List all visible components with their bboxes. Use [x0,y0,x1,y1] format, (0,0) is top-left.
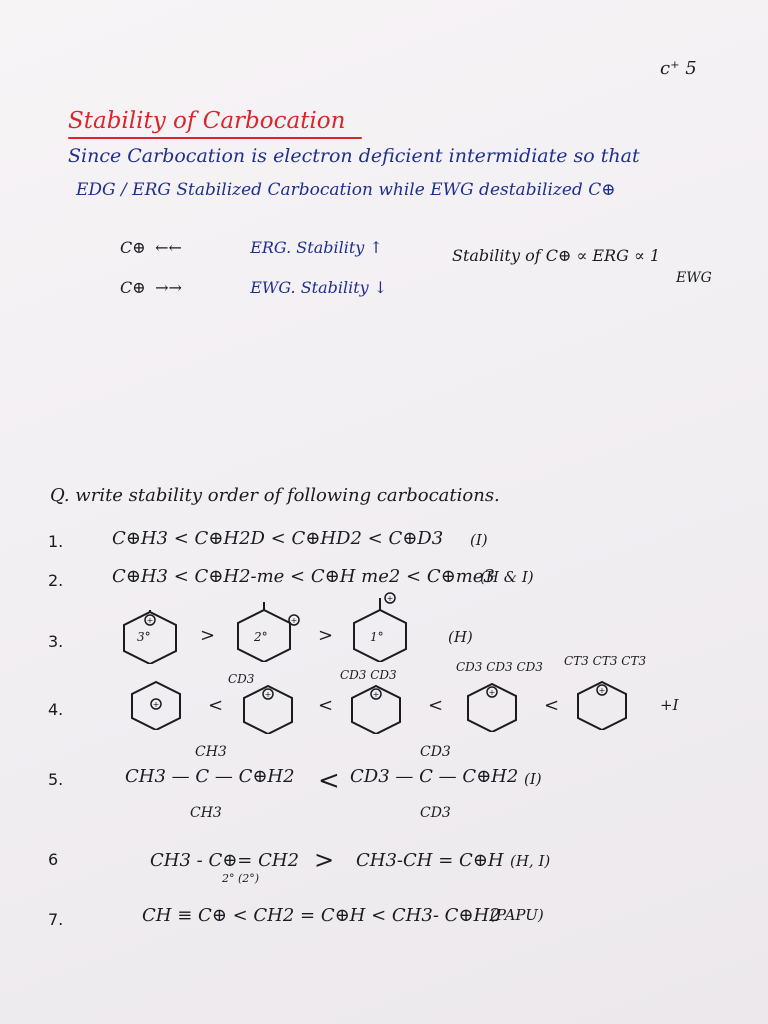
item-7-tag: (PAPU) [490,906,544,924]
ring-4-4 [464,682,520,732]
title-underline [68,137,362,139]
ring-4-2-substituent: CD3 [228,672,255,686]
ewg-label: EWG. Stability ↓ [250,278,388,297]
svg-text:+: + [290,616,298,625]
ring-4-3-substituent: CD3 CD3 [340,668,397,682]
erg-label: ERG. Stability ↑ [250,238,383,257]
ring-3-primary-label: 1° [370,630,384,644]
item-5-left-top: CH3 [195,744,227,760]
proportionality-denominator: EWG [676,270,712,286]
ring-4-4-substituent: CD3 CD3 CD3 [456,660,543,674]
gt-sign-2: > [318,625,334,646]
erg-cation: C⊕ [120,238,146,257]
erg-row [120,238,383,257]
ring-3-primary [352,592,416,662]
gt-sign-1: > [200,625,216,646]
svg-text:+: + [386,594,394,603]
svg-text:+: + [372,690,380,699]
item-1-order: C⊕H3 < C⊕H2D < C⊕HD2 < C⊕D3 [112,528,444,549]
item-6-number: 6 [48,850,59,869]
item-4-tag: +I [660,696,679,714]
item-7-number: 7. [48,910,64,929]
item-5-tag: (I) [524,770,542,788]
ring-3-secondary [236,602,300,662]
ring-3-secondary-label: 2° [254,630,268,644]
ewg-cation: C⊕ [120,278,146,297]
item-2-number: 2. [48,571,64,590]
page-title: Stability of Carbocation [68,108,346,134]
item-5-right: CD3 — C — C⊕H2 [350,766,519,787]
gt-sign-6: > [314,846,335,874]
page-number: c⁺ 5 [660,58,697,79]
item-4-number: 4. [48,700,64,719]
svg-text:+: + [598,686,606,695]
svg-text:+: + [146,616,154,625]
ewg-arrow: →→ [155,278,182,297]
item-7-order: CH ≡ C⊕ < CH2 = C⊕H < CH3- C⊕H2 [142,905,501,926]
svg-text:+: + [264,690,272,699]
item-2-order: C⊕H3 < C⊕H2-me < C⊕H me2 < C⊕me3 [112,566,495,587]
item-6-left: CH3 - C⊕= CH2 [150,850,300,871]
lt-sign-2: < [318,695,334,716]
ring-3-tertiary-label: 3° [137,630,151,644]
question-heading: Q. write stability order of following carbocations. [50,485,500,506]
intro-line-2: EDG / ERG Stabilized Carbocation while EWG destabilized C⊕ [76,180,616,200]
item-6-right: CH3-CH = C⊕H [356,850,504,871]
item-5-number: 5. [48,770,64,789]
ring-4-5 [574,680,630,730]
svg-text:+: + [488,688,496,697]
intro-line-1: Since Carbocation is electron deficient intermidiate so that [68,145,640,167]
item-5-left-bottom: CH3 [190,805,222,821]
item-2-tag: (H & I) [480,568,534,586]
item-5-right-top: CD3 [420,744,451,760]
item-6-tag: (H, I) [510,852,551,870]
item-6-left-note: 2° (2°) [222,872,260,885]
item-5-left: CH3 — C — C⊕H2 [125,766,295,787]
item-1-number: 1. [48,532,64,551]
ewg-row [120,278,387,297]
proportionality-statement: Stability of C⊕ ∝ ERG ∝ 1 [452,246,661,265]
item-1-tag: (I) [470,531,488,549]
item-3-number: 3. [48,632,64,651]
lt-sign-5: < [318,766,340,796]
svg-text:+: + [152,700,160,709]
erg-arrow: ←← [155,238,182,257]
lt-sign-1: < [208,695,224,716]
ring-4-2 [240,684,296,734]
lt-sign-4: < [544,695,560,716]
ring-4-5-substituent: CT3 CT3 CT3 [564,654,647,668]
lt-sign-3: < [428,695,444,716]
ring-4-1 [128,680,184,730]
item-3-tag: (H) [448,628,473,646]
item-5-right-bottom: CD3 [420,805,451,821]
ring-4-3 [348,684,404,734]
